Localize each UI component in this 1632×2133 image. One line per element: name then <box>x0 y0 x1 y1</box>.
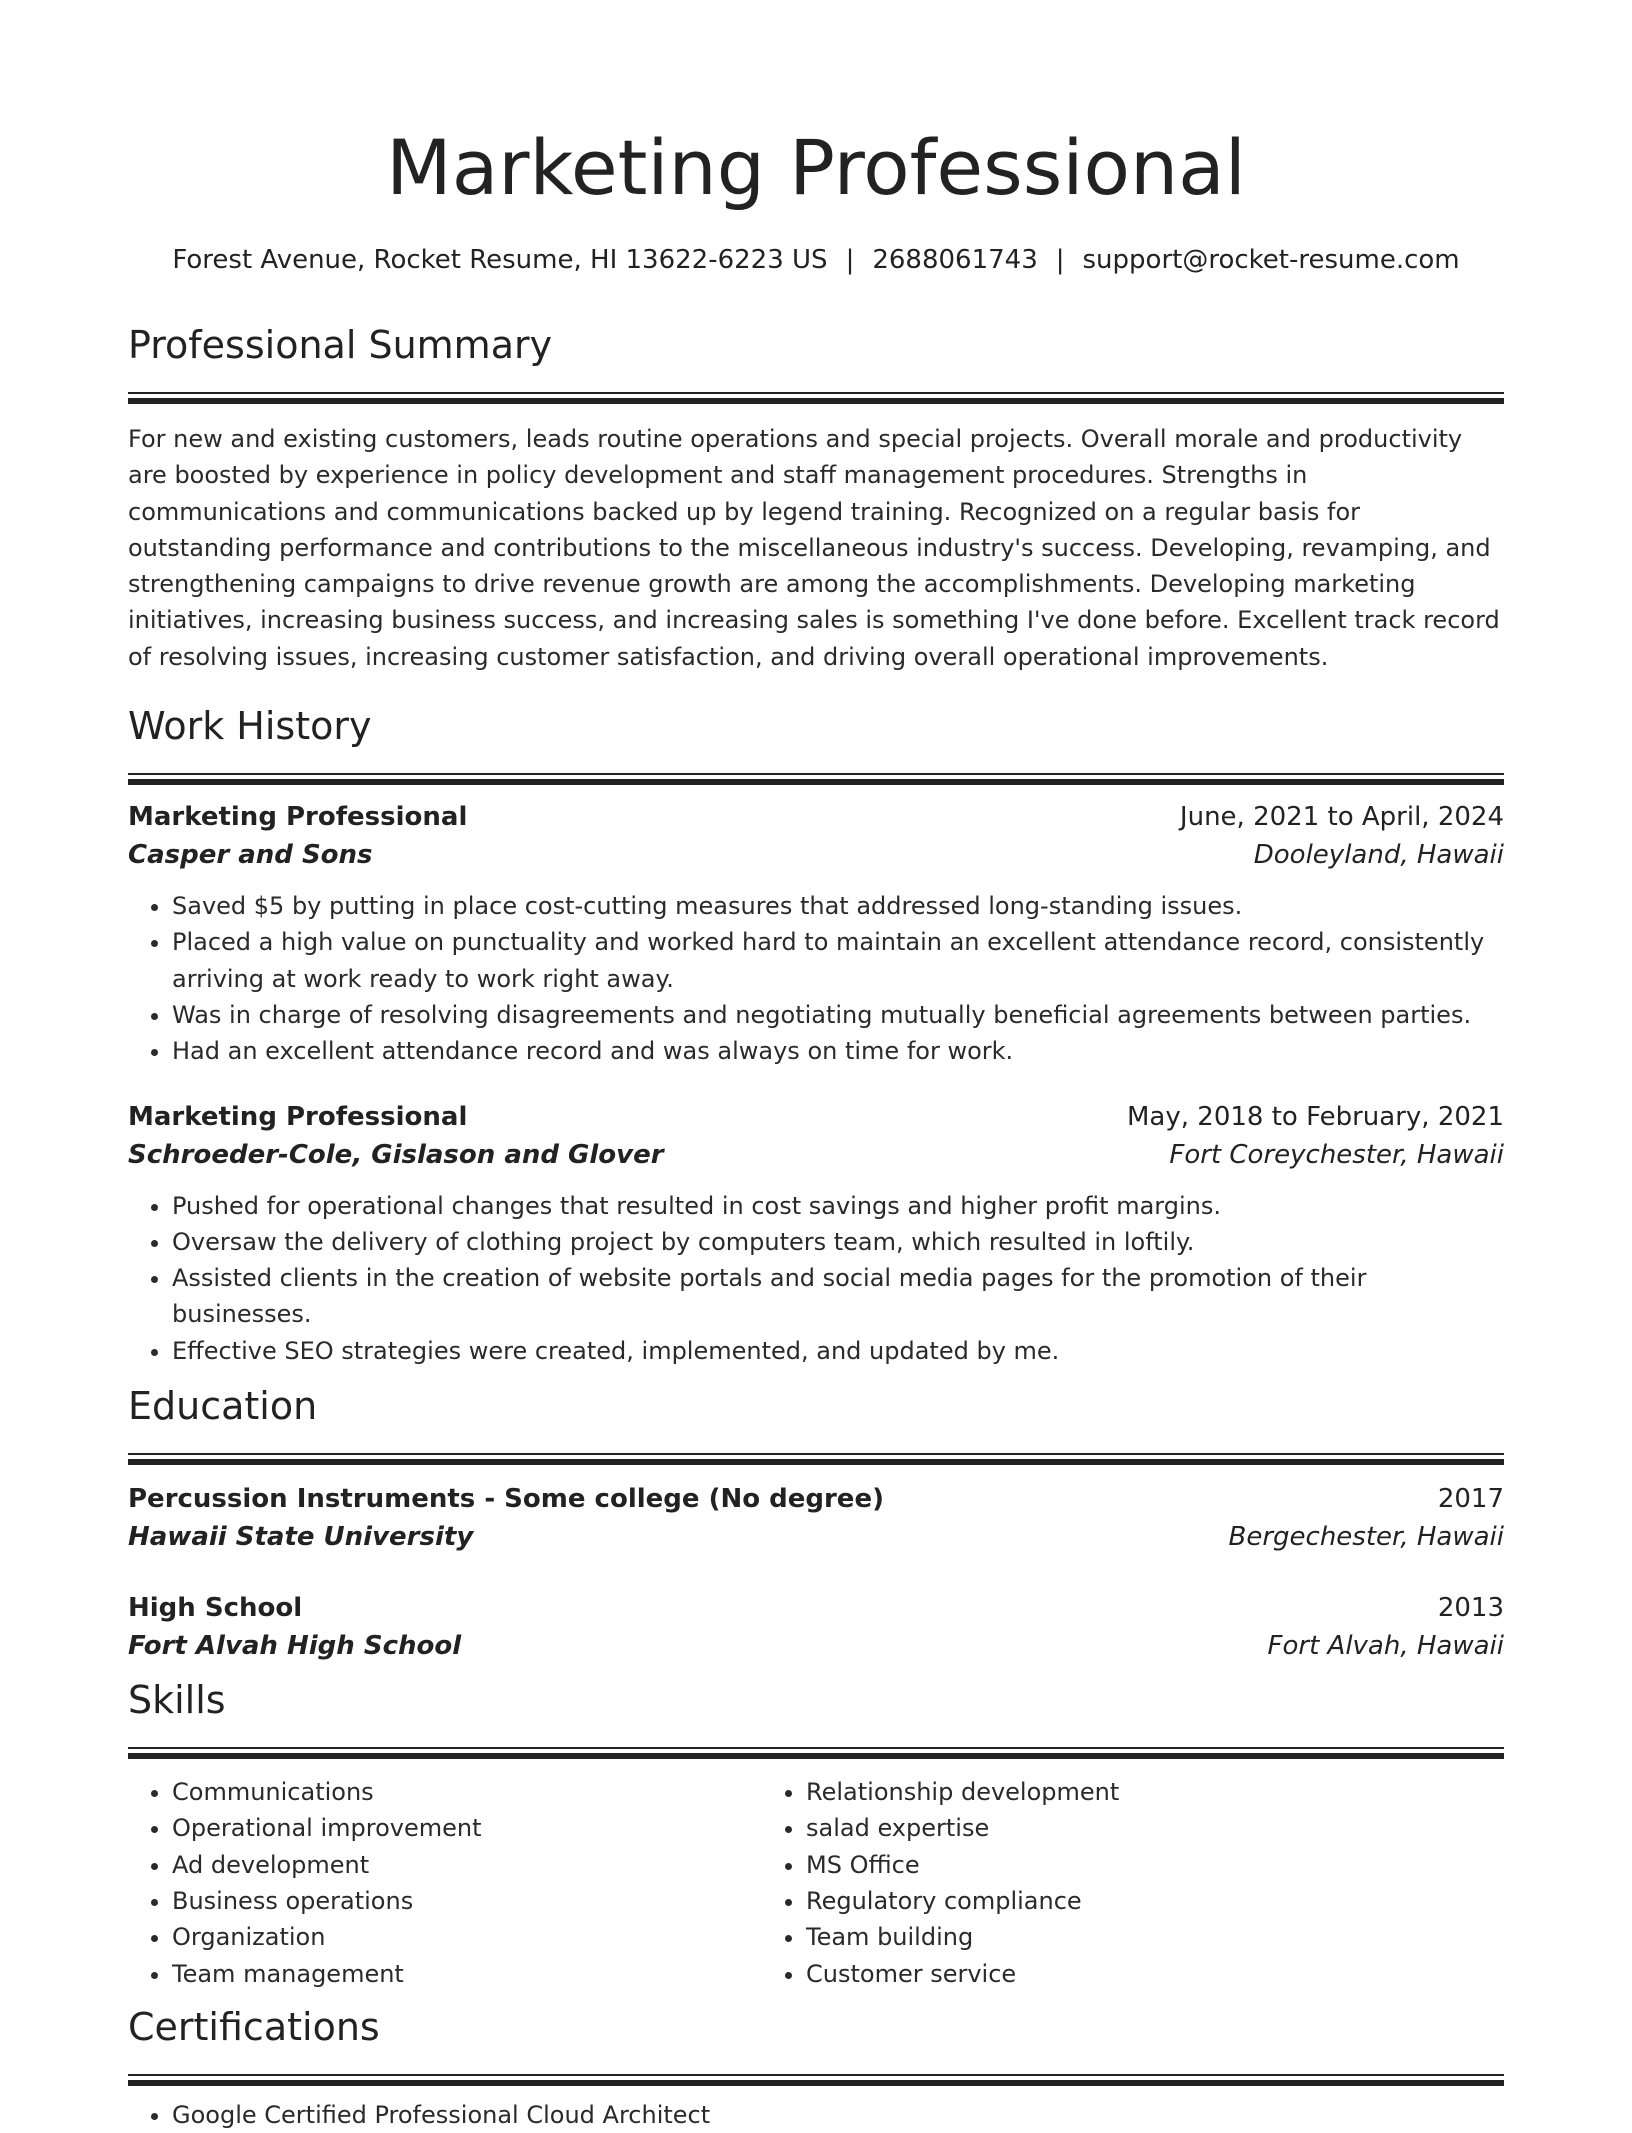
section-title-summary: Professional Summary <box>128 323 553 367</box>
certification-item: • Google Certified Professional Cloud Architect <box>172 2097 1504 2133</box>
address: Forest Avenue, Rocket Resume, HI 13622-6223 US <box>172 245 828 275</box>
school-name: Hawaii State University <box>128 1522 474 1553</box>
skill-item: • salad expertise <box>806 1810 1504 1846</box>
skill-item: • Operational improvement <box>172 1810 762 1846</box>
section-divider <box>128 392 1504 403</box>
job-dates: June, 2021 to April, 2024 <box>1179 802 1504 833</box>
skill-item: • Team building <box>806 1919 1504 1955</box>
list-item: • Had an excellent attendance record and was always on time for work. <box>172 1033 1504 1069</box>
list-item: • Saved $5 by putting in place cost-cutting measures that addressed long-standing issues. <box>172 888 1504 924</box>
list-item: • Assisted clients in the creation of website portals and social media pages for the promotion of their businesses. <box>172 1260 1504 1333</box>
section-divider <box>128 1453 1504 1464</box>
email: support@rocket-resume.com <box>1082 245 1460 275</box>
section-title-skills: Skills <box>128 1678 226 1723</box>
skill-item: • Communications <box>172 1774 762 1810</box>
education-year: 2017 <box>1437 1484 1504 1515</box>
summary-section-header <box>128 322 1504 403</box>
separator: | <box>1055 245 1065 275</box>
job-entry <box>128 798 1504 1069</box>
degree: Percussion Instruments - Some college (No degree) <box>128 1484 884 1515</box>
separator: | <box>845 245 855 275</box>
list-item: • Placed a high value on punctuality and worked hard to maintain an excellent attendance record, consistently arriving at work ready to work right away. <box>172 924 1504 997</box>
certifications-section-header <box>128 2004 1504 2085</box>
skills-column-right <box>762 1774 1504 1992</box>
skills-list <box>128 1774 1504 1992</box>
school-name: Fort Alvah High School <box>128 1631 462 1662</box>
section-title-certifications: Certifications <box>128 2004 380 2049</box>
company-name: Schroeder-Cole, Gislason and Glover <box>128 1139 664 1170</box>
work-section-header <box>128 703 1504 784</box>
skill-item: • Regulatory compliance <box>806 1883 1504 1919</box>
section-title-work: Work History <box>128 704 372 749</box>
school-location: Bergechester, Hawaii <box>1228 1522 1504 1553</box>
school-location: Fort Alvah, Hawaii <box>1267 1631 1504 1662</box>
section-divider <box>128 2074 1504 2085</box>
education-section-header <box>128 1383 1504 1464</box>
section-divider <box>128 1747 1504 1758</box>
skill-item: • Business operations <box>172 1883 762 1919</box>
education-entry <box>128 1589 1504 1665</box>
summary-text: For new and existing customers, leads routine operations and special projects. Overall morale and productivity are boosted by experience in policy development and staff management procedures. Strengths in communications and communications backed up by legend training. Recognized on a regular basis for outstanding performance and contributions to the miscellaneous industry's success. Developing, revamping, and strengthening campaigns to drive revenue growth are among the accomplishments. Developing marketing initiatives, increasing business success, and increasing sales is something I've done before. Excellent track record of resolving issues, increasing customer satisfaction, and driving overall operational improvements. <box>128 425 1500 671</box>
section-divider <box>128 773 1504 784</box>
job-location: Dooleyland, Hawaii <box>1253 840 1504 871</box>
list-item: • Pushed for operational changes that resulted in cost savings and higher profit margins. <box>172 1188 1504 1224</box>
job-dates: May, 2018 to February, 2021 <box>1127 1101 1504 1132</box>
education-year: 2013 <box>1437 1593 1504 1624</box>
section-title-education: Education <box>128 1384 318 1429</box>
job-title: Marketing Professional <box>128 802 468 833</box>
skill-item: • Organization <box>172 1919 762 1955</box>
job-title: Marketing Professional <box>128 1101 468 1132</box>
contact-line <box>128 242 1504 278</box>
skill-item: • Ad development <box>172 1847 762 1883</box>
skills-section-header <box>128 1677 1504 1758</box>
skill-item: • Team management <box>172 1956 762 1992</box>
job-location: Fort Coreychester, Hawaii <box>1169 1139 1504 1170</box>
company-name: Casper and Sons <box>128 840 373 871</box>
list-item: • Was in charge of resolving disagreements and negotiating mutually beneficial agreements between parties. <box>172 997 1504 1033</box>
candidate-name: Marketing Professional <box>386 123 1246 212</box>
job-entry <box>128 1098 1504 1369</box>
degree: High School <box>128 1593 303 1624</box>
phone: 2688061743 <box>872 245 1038 275</box>
skill-item: • MS Office <box>806 1847 1504 1883</box>
skills-column-left <box>128 1774 762 1992</box>
education-entry <box>128 1480 1504 1556</box>
list-item: • Oversaw the delivery of clothing project by computers team, which resulted in loftily. <box>172 1224 1504 1260</box>
list-item: • Effective SEO strategies were created, implemented, and updated by me. <box>172 1333 1504 1369</box>
job-bullets <box>128 1188 1504 1369</box>
skill-item: • Relationship development <box>806 1774 1504 1810</box>
resume-content <box>128 118 1504 2133</box>
job-bullets <box>128 888 1504 1069</box>
skill-item: • Customer service <box>806 1956 1504 1992</box>
certifications-list <box>128 2097 1504 2133</box>
